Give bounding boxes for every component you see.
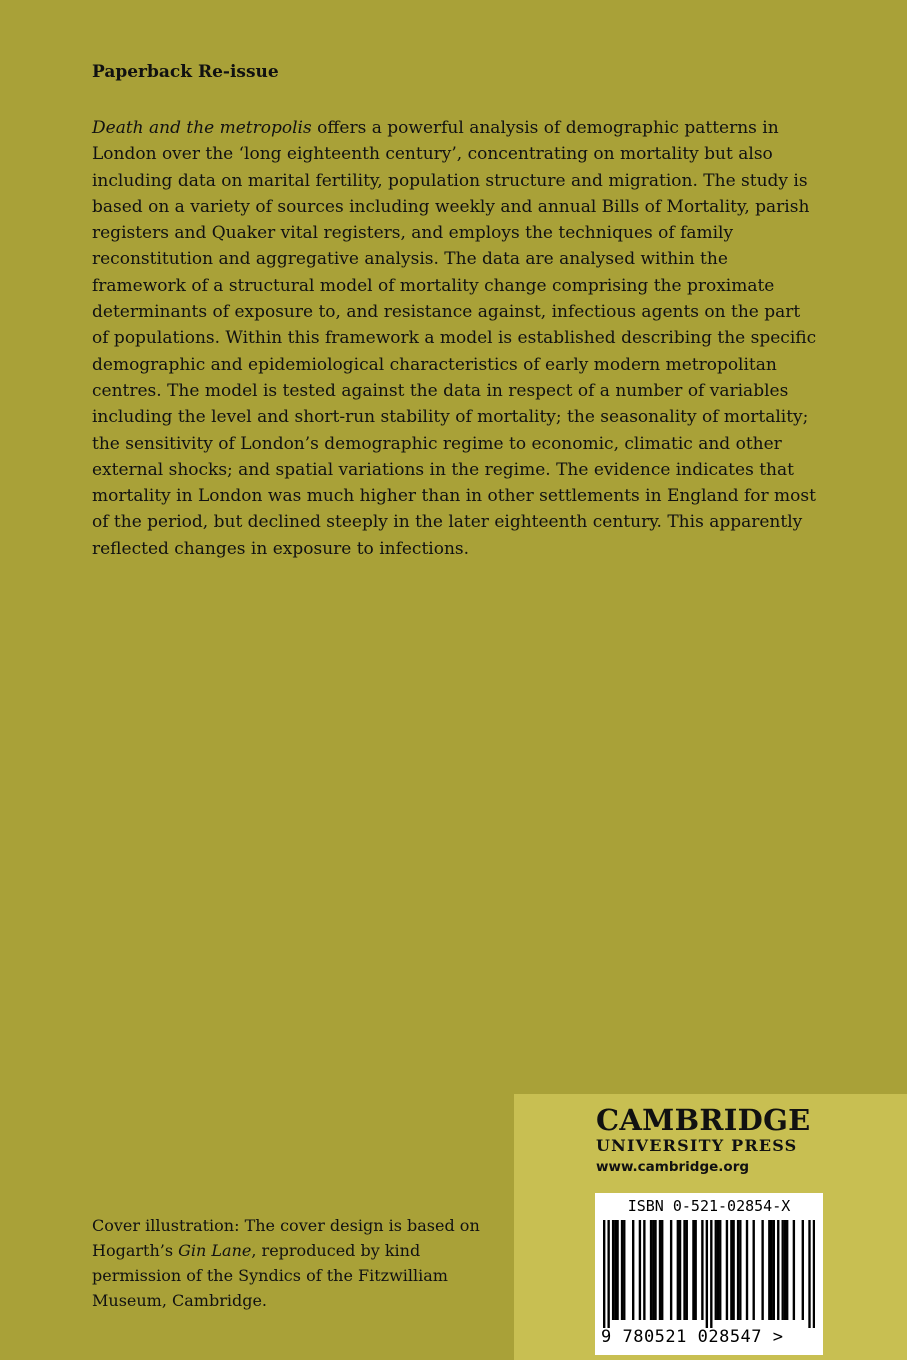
book-description [92, 115, 822, 562]
publisher-subname: UNIVERSITY PRESS [596, 1136, 798, 1155]
artwork-title: Gin Lane [178, 1241, 252, 1260]
isbn-barcode [595, 1193, 823, 1355]
barcode-bar [782, 1220, 784, 1320]
barcode-bar [784, 1220, 786, 1320]
barcode-bar [670, 1220, 672, 1320]
barcode-bar [732, 1220, 734, 1320]
barcode-bar [802, 1220, 804, 1320]
barcode-bar [683, 1220, 685, 1320]
barcode-bars [603, 1220, 815, 1328]
barcode-guard-bar [603, 1220, 605, 1328]
barcode-bar [770, 1220, 772, 1320]
barcode-digits: 9 780521 028547 > [601, 1327, 784, 1347]
credit-prefix: Cover illustration: The cover design is based on Hogarth’s [92, 1216, 480, 1260]
barcode-bar [632, 1220, 634, 1320]
barcode-bar [677, 1220, 679, 1320]
barcode-bar [694, 1220, 696, 1320]
barcode-bar [701, 1220, 703, 1320]
book-description-text: offers a powerful analysis of demographic patterns in London over the ‘long eighteenth century’, concentrating on mortality but also including data on marital fertility, population structure and migration. The study is based on a variety of sources including weekly and annual Bills of Mortality, parish registers and Quaker vital registers, and employs the techniques of family reconstitution and aggregative analysis. The data are analysed within the framework of a structural model of mortality change comprising the proximate determinants of exposure to, and resistance against, infectious agents on the part of populations. Within this framework a model is established describing the specific demographic and epidemiological characteristics of early modern metropolitan centres. The model is tested against the data in respect of a number of variables including the level and short-run stability of mortality; the seasonality of mortality; the sensitivity of London’s demographic regime to economic, climatic and other external shocks; and spatial variations in the regime. The evidence indicates that mortality in London was much higher than in other settlements in England for most of the period, but declined steeply in the later eighteenth century. This apparently reflected changes in exposure to infections. [92, 118, 817, 559]
barcode-guard-bar [607, 1220, 609, 1328]
cover-illustration-credit [92, 1213, 502, 1313]
barcode-bar [761, 1220, 763, 1320]
publisher-name: CAMBRIDGE [596, 1103, 811, 1137]
barcode-bar [639, 1220, 641, 1320]
publisher-website: www.cambridge.org [596, 1159, 750, 1175]
barcode-bar [719, 1220, 721, 1320]
barcode-bar [717, 1220, 719, 1320]
barcode-bar [652, 1220, 654, 1320]
barcode-bar [793, 1220, 795, 1320]
publisher-panel [514, 1094, 907, 1360]
barcode-bar [773, 1220, 775, 1320]
barcode-bar [715, 1220, 717, 1320]
barcode-guard-bar [808, 1220, 810, 1328]
barcode-bar [746, 1220, 748, 1320]
barcode-bar [692, 1220, 694, 1320]
barcode-bar [679, 1220, 681, 1320]
barcode-bar [661, 1220, 663, 1320]
barcode-bar [737, 1220, 739, 1320]
barcode-bar [612, 1220, 614, 1320]
barcode-guard-bar [710, 1220, 712, 1328]
barcode-bar [614, 1220, 616, 1320]
barcode-bar [686, 1220, 688, 1320]
isbn-label: ISBN 0-521-02854-X [627, 1197, 791, 1215]
barcode-bar [659, 1220, 661, 1320]
barcode-bar [777, 1220, 779, 1320]
barcode-bar [623, 1220, 625, 1320]
barcode-bar [621, 1220, 623, 1320]
barcode-bar [730, 1220, 732, 1320]
barcode-bar [650, 1220, 652, 1320]
book-title-italic: Death and the metropolis [92, 118, 312, 138]
publisher-logo [596, 1104, 831, 1178]
barcode-bar [726, 1220, 728, 1320]
barcode-bar [616, 1220, 618, 1320]
barcode-guard-bar [813, 1220, 815, 1328]
barcode-bar [739, 1220, 741, 1320]
barcode-bar [768, 1220, 770, 1320]
reissue-heading: Paperback Re-issue [92, 62, 279, 82]
barcode-bar [643, 1220, 645, 1320]
barcode-guard-bar [706, 1220, 708, 1328]
barcode-bar [654, 1220, 656, 1320]
credit-suffix: , reproduced by kind permission of the Syndics of the Fitzwilliam Museum, Cambridge. [92, 1241, 448, 1310]
barcode-bar [753, 1220, 755, 1320]
barcode-bar [786, 1220, 788, 1320]
